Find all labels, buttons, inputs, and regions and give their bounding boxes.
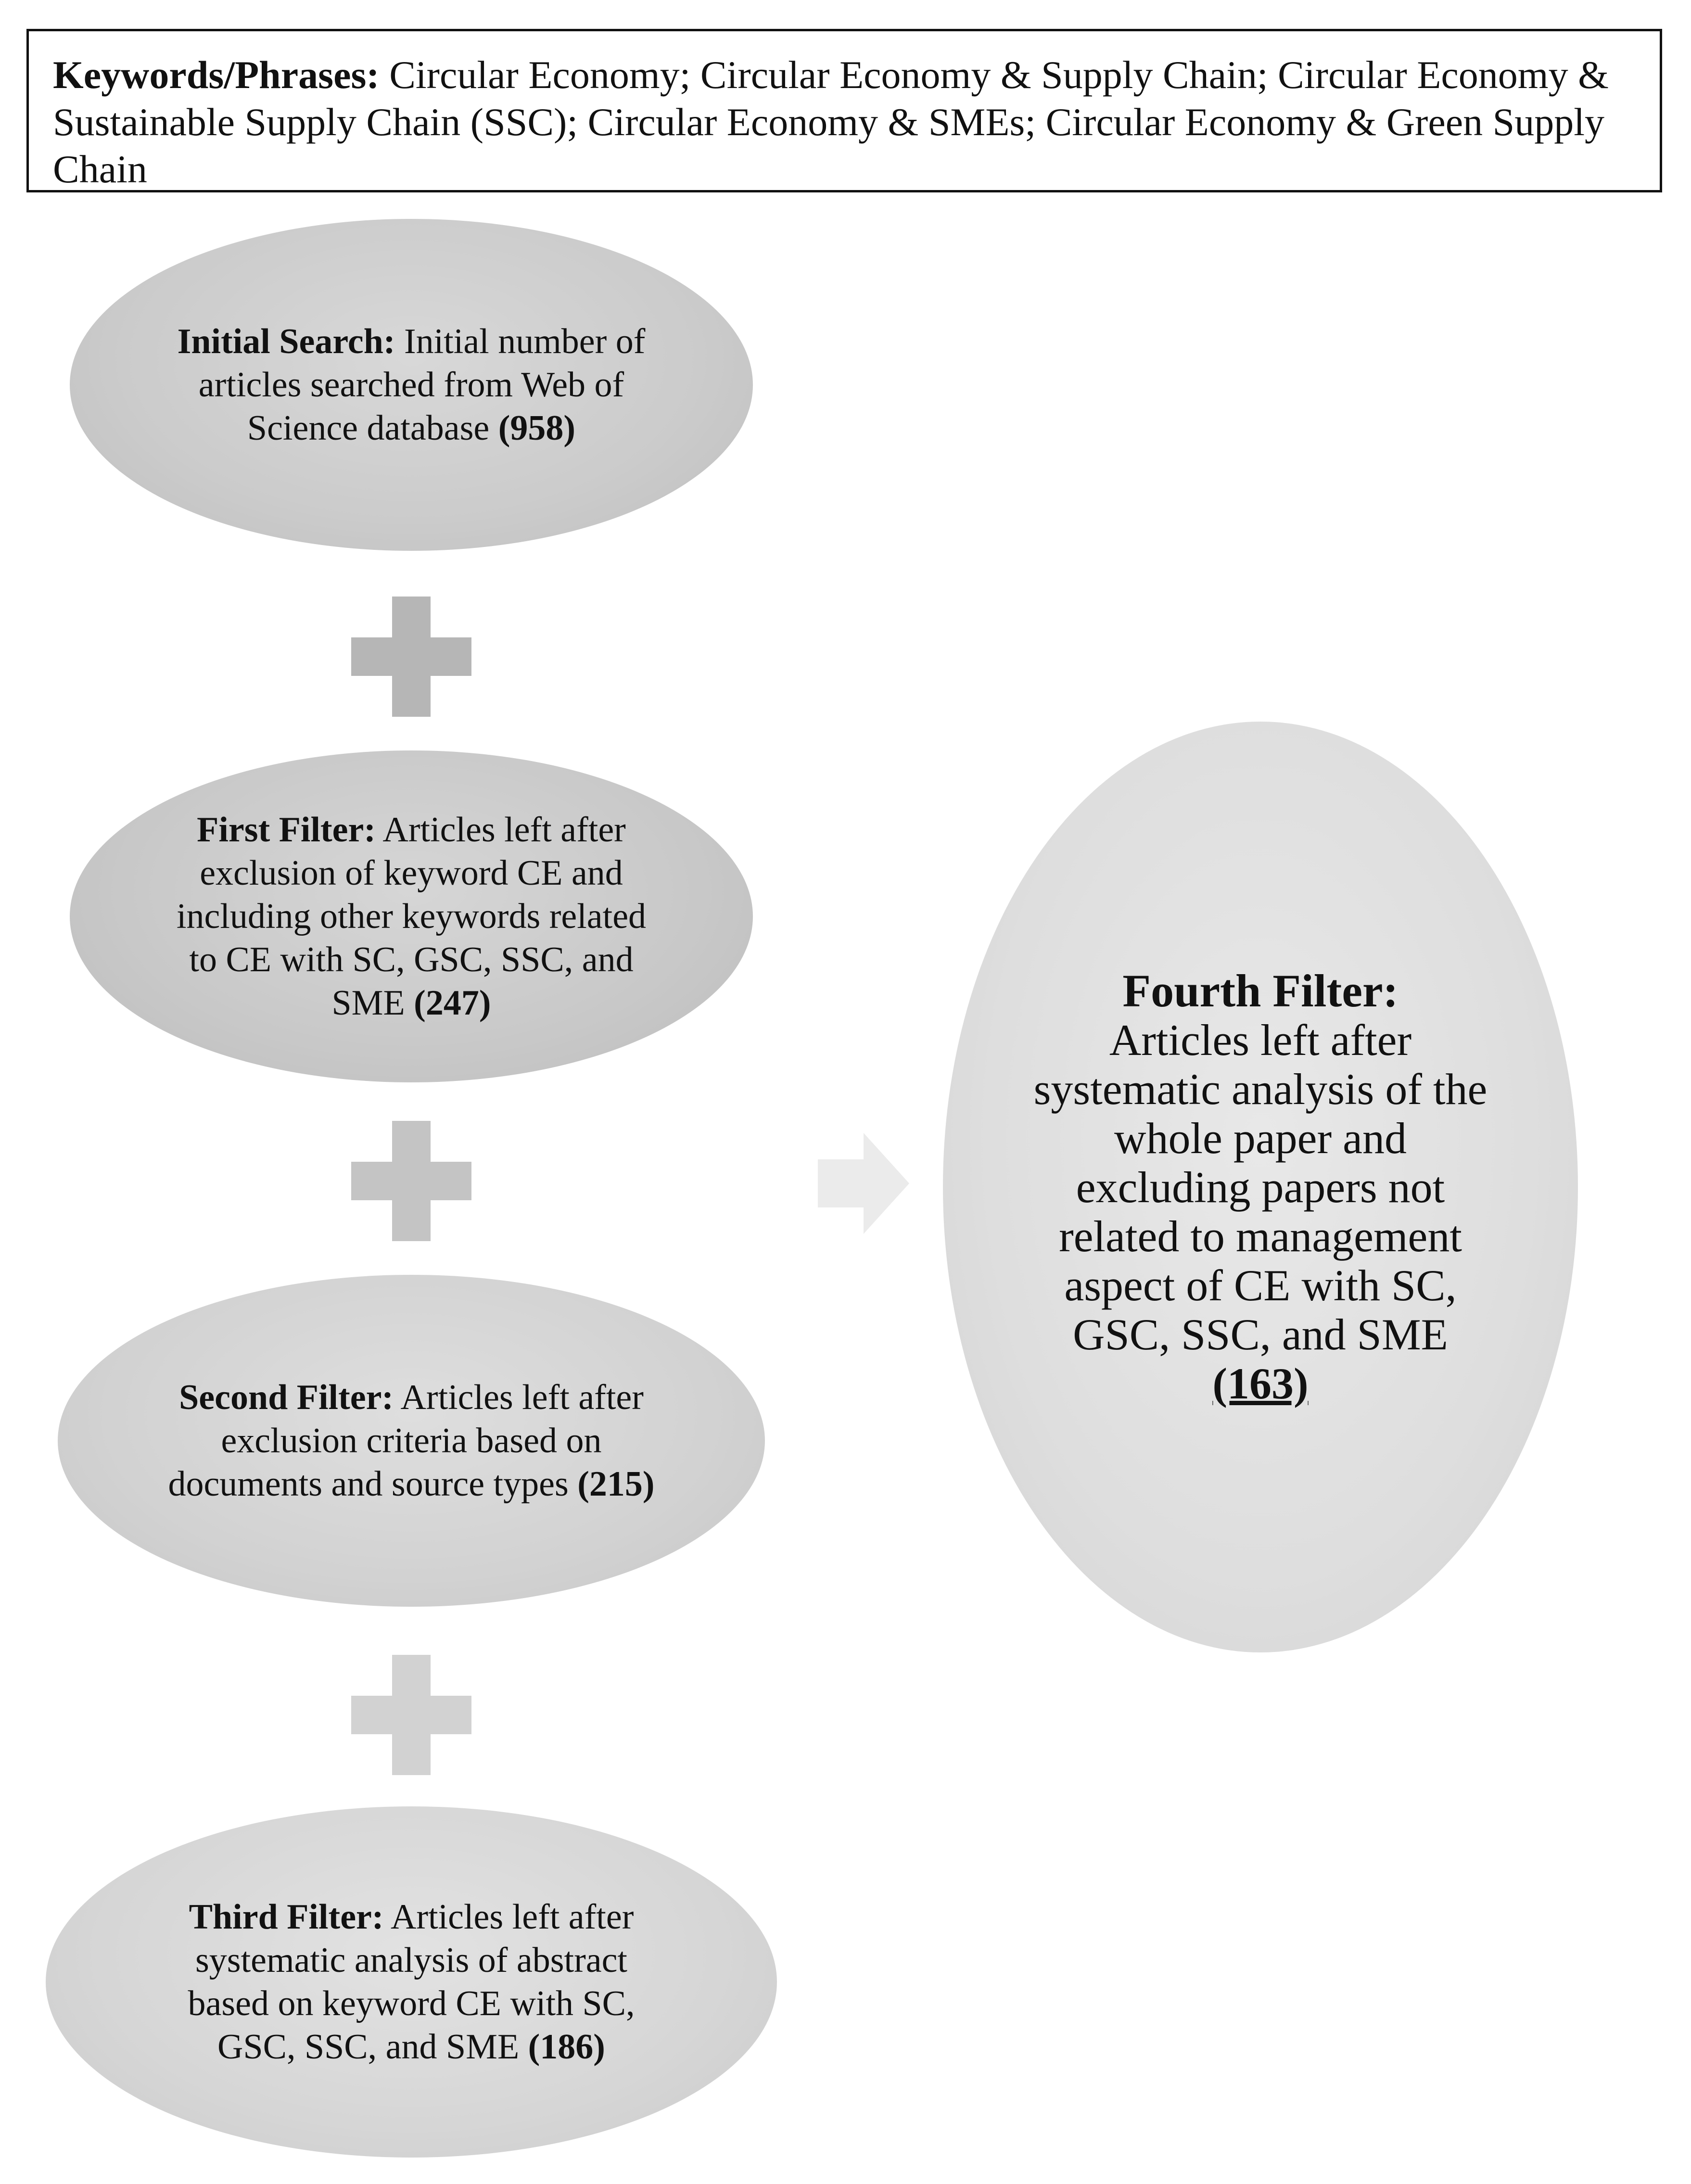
initial-search-count: (958) [498,408,576,448]
initial-search-text: Initial number of articles searched from Web of Science database [198,322,646,448]
third-filter-label: Third Filter: [189,1897,384,1937]
keywords-box [26,29,1662,192]
initial-search-label: Initial Search: [177,322,395,361]
first-filter-label: First Filter: [197,810,376,850]
arrow-right-icon [818,1133,909,1234]
keywords-label: Keywords/Phrases: [53,53,380,97]
first-filter-count: (247) [414,983,491,1023]
plus-icon [351,1655,471,1775]
second-filter-label: Second Filter: [179,1378,394,1417]
second-filter-node [58,1275,765,1607]
first-filter-text: Articles left after exclusion of keyword CE and including other keywords related to CE with SC, GSC, SSC, and SME [176,810,647,1023]
second-filter-text: Articles left after exclusion criteria based on documents and source types [168,1378,644,1504]
third-filter-text: Articles left after systematic analysis of abstract based on keyword CE with SC, GSC, SSC, and SME [188,1897,635,2067]
initial-search-node [70,219,753,551]
keywords-text: Circular Economy; Circular Economy & Supply Chain; Circular Economy & Sustainable Supply Chain (SSC); Circular Economy & SMEs; Circular Economy & Green Supply Chain [53,53,1609,191]
second-filter-count: (215) [577,1464,655,1504]
fourth-filter-count: (163) [1212,1359,1309,1408]
plus-icon [351,597,471,717]
third-filter-count: (186) [528,2027,605,2067]
first-filter-node [70,750,753,1082]
fourth-filter-label: Fourth Filter: [1122,965,1399,1016]
fourth-filter-node [943,722,1578,1652]
fourth-filter-text: Articles left after systematic analysis of the whole paper and excluding papers not related to management aspect of CE with SC, GSC, SSC, and SME [1033,1015,1488,1359]
third-filter-node [46,1806,777,2158]
plus-icon [351,1121,471,1241]
